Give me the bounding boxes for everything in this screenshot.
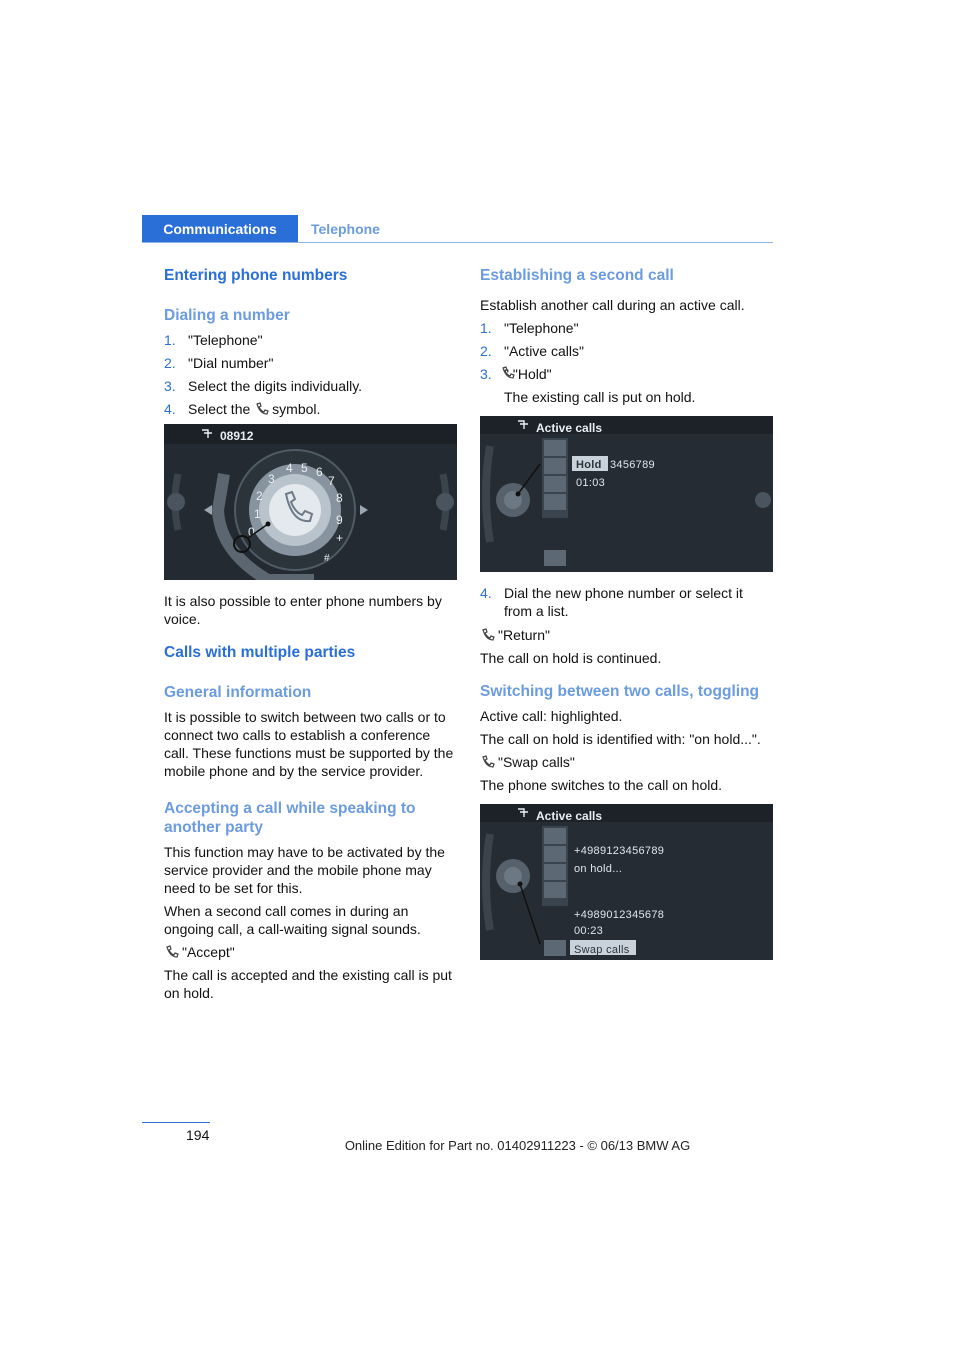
heading-entering: Entering phone numbers [164, 267, 348, 284]
section-title: Telephone [311, 221, 380, 237]
digit-6: 6 [316, 465, 323, 479]
page-number: 194 [186, 1127, 210, 1143]
call-number-2: +4989012345678 [574, 909, 665, 921]
second-steps [480, 319, 773, 383]
swap-action: "Swap calls" [480, 753, 773, 771]
list-item: 4. Select the symbol. [164, 401, 321, 417]
active-calls-title: Active calls [536, 421, 603, 435]
dial-dial-graphic [164, 424, 457, 580]
hold-menu-item: Hold [576, 459, 602, 471]
step-four [480, 584, 773, 620]
call-number: 3456789 [610, 459, 655, 471]
digit-plus: + [336, 531, 344, 545]
list-item: 4. Dial the new phone number or select it from a list. [480, 585, 743, 619]
list-item: 1. "Telephone" [480, 320, 579, 336]
header-rule [142, 242, 773, 243]
digit-hash: # [324, 553, 330, 564]
list-item: 3. " "Hold" [480, 366, 552, 382]
list-item: 1. "Telephone" [164, 332, 263, 348]
chapter-tab: Communications [142, 215, 298, 243]
swap-calls-icon [480, 755, 496, 769]
accept-paragraph-2: When a second call comes in during an ongoing call, a call-waiting signal sounds. [164, 903, 421, 937]
page-number-rule [142, 1122, 210, 1123]
phone-accept-icon [164, 945, 180, 959]
digit-5: 5 [301, 461, 308, 475]
heading-second-call: Establishing a second call [480, 267, 674, 284]
list-item: 2. "Active calls" [480, 343, 584, 359]
swap-result: The phone switches to the call on hold. [480, 777, 723, 793]
digit-1: 1 [254, 507, 261, 521]
call-duration: 01:03 [576, 477, 606, 489]
accept-result: The call is accepted and the existing call is put on hold. [164, 967, 452, 1001]
hold-icon [500, 366, 516, 380]
digit-8: 8 [336, 491, 343, 505]
dial-steps [164, 331, 457, 418]
return-icon [480, 628, 496, 642]
return-result: The call on hold is continued. [480, 650, 662, 666]
right-column [480, 266, 773, 972]
hold-ident-text: The call on hold is identified with: "on hold...". [480, 731, 761, 747]
call-status-1: on hold... [574, 863, 623, 875]
swap-calls-menu-item: Swap calls [574, 944, 630, 956]
digit-3: 3 [268, 472, 275, 486]
return-action: "Return" [480, 626, 773, 644]
list-item: 2. "Dial number" [164, 355, 274, 371]
active-call-text: Active call: highlighted. [480, 708, 623, 724]
accept-paragraph-1: This function may have to be activated by the service provider and the mobile phone may need to be set for this. [164, 844, 445, 896]
dial-number-display: 08912 [220, 429, 254, 443]
active-calls-graphic [480, 416, 773, 572]
digit-2: 2 [256, 489, 263, 503]
digit-0: 0 [248, 525, 255, 539]
call-number-1: +4989123456789 [574, 845, 665, 857]
heading-multiple-parties: Calls with multiple parties [164, 644, 356, 661]
voice-paragraph: It is also possible to enter phone numbers by voice. [164, 593, 442, 627]
heading-dialing: Dialing a number [164, 307, 290, 324]
heading-switching: Switching between two calls, toggling [480, 683, 760, 700]
list-item: 3. Select the digits individually. [164, 378, 363, 394]
digit-7: 7 [328, 474, 335, 488]
active-calls-title: Active calls [536, 809, 603, 823]
heading-accepting-call: Accepting a call while speaking to another party [164, 800, 416, 836]
call-duration-2: 00:23 [574, 925, 604, 937]
heading-general-information: General information [164, 684, 312, 701]
active-calls-hold-screenshot [480, 416, 773, 572]
active-calls-swap-screenshot [480, 804, 773, 960]
general-paragraph: It is possible to switch between two calls or to connect two calls to establish a conference call. These functions must be supported by the mobile phone and by the service provider. [164, 709, 454, 779]
left-column [164, 266, 457, 1007]
digit-4: 4 [286, 461, 293, 475]
phone-icon [254, 402, 270, 416]
second-intro: Establish another call during an active call. [480, 297, 745, 313]
edition-footer: Online Edition for Part no. 01402911223 - © 06/13 BMW AG [344, 1138, 691, 1153]
accept-action: "Accept" [164, 943, 457, 961]
digit-9: 9 [336, 513, 343, 527]
dial-screen-screenshot [164, 424, 457, 580]
hold-result: The existing call is put on hold. [504, 389, 696, 405]
swap-calls-graphic [480, 804, 773, 960]
